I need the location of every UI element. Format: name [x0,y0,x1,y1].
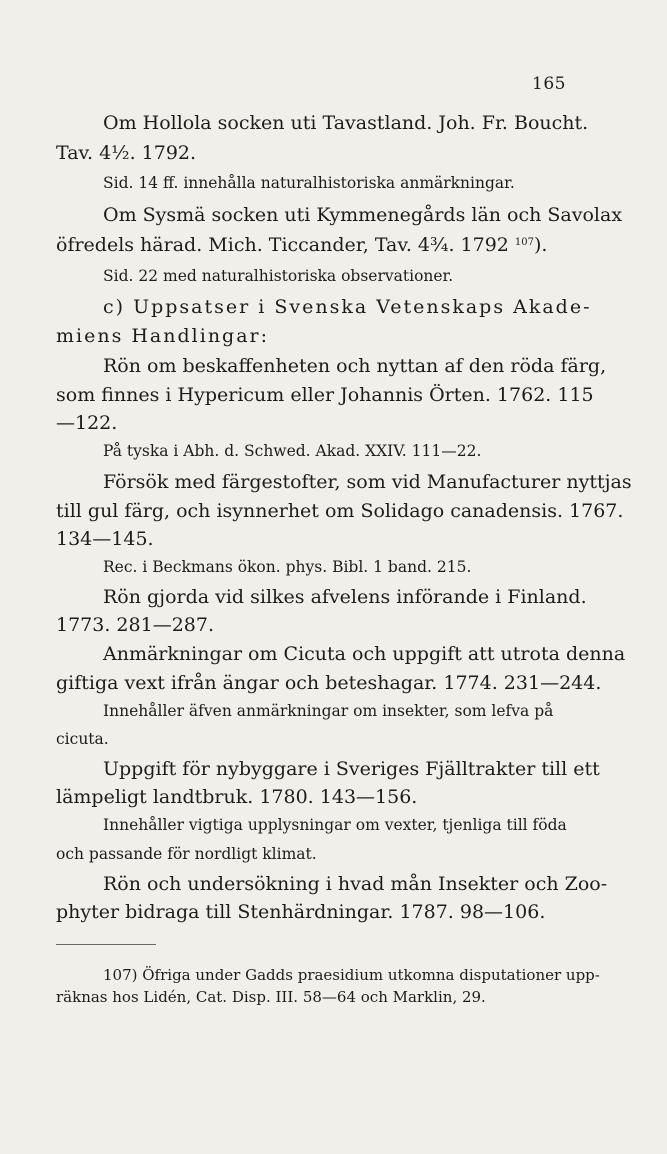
text-line: 1773. 281—287. [56,614,215,636]
text-line: Försök med färgestofter, som vid Manufacturer nyttjas [103,471,632,493]
text-line: Innehåller äfven anmärkningar om insekter, som lefva på [103,702,554,720]
text-line: till gul färg, och isynnerhet om Solidago canadensis. 1767. [56,500,624,522]
text-line: Rön gjorda vid silkes afvelens införande i Finland. [103,586,587,608]
text-line: och passande för nordligt klimat. [56,845,317,863]
text-line: Innehåller vigtiga upplysningar om vexter, tjenliga till föda [103,816,567,834]
text-line: phyter bidraga till Stenhärdningar. 1787. 98—106. [56,901,546,923]
text-line: Sid. 22 med naturalhistoriska observationer. [103,267,454,285]
text-line: lämpeligt landtbruk. 1780. 143—156. [56,786,418,808]
text-line-with-note [56,236,547,255]
text-line: Rön och undersökning i hvad mån Insekter och Zoo- [103,873,608,895]
footnote-line: 107) Öfriga under Gadds praesidium utkomna disputationer upp- [103,966,600,984]
page-number: 165 [532,74,566,94]
text-line: Uppgift för nybyggare i Sveriges Fjälltrakter till ett [103,758,600,780]
text-line: cicuta. [56,730,109,748]
text-line: 134—145. [56,528,154,550]
text-line-tail: ). [534,234,548,256]
text-line: —122. [56,412,118,434]
section-heading: c) Uppsatser i Svenska Vetenskaps Akade- [103,296,592,318]
section-heading: miens Handlingar: [56,325,270,347]
text-line: Tav. 4½. 1792. [56,142,197,164]
text-line: giftiga vext ifrån ängar och beteshagar. 1774. 231—244. [56,672,602,694]
text-line: Om Sysmä socken uti Kymmenegårds län och Savolax [103,204,623,226]
text-line: Om Hollola socken uti Tavastland. Joh. Fr. Boucht. [103,112,589,134]
text-line: På tyska i Abh. d. Schwed. Akad. XXIV. 111—22. [103,442,482,460]
text-line: Rön om beskaffenheten och nyttan af den röda färg, [103,355,607,377]
footnote-line: räknas hos Lidén, Cat. Disp. III. 58—64 och Marklin, 29. [56,988,486,1006]
text-line: Sid. 14 ff. innehålla naturalhistoriska anmärkningar. [103,174,515,192]
text-line: som finnes i Hypericum eller Johannis Örten. 1762. 115 [56,384,594,406]
footnote-divider [56,944,156,945]
text-line: Rec. i Beckmans ökon. phys. Bibl. 1 band. 215. [103,558,472,576]
footnote-ref: 107 [514,237,535,248]
text-line: Anmärkningar om Cicuta och uppgift att utrota denna [103,643,626,665]
text-line: öfredels härad. Mich. Ticcander, Tav. 4¾. 1792 [56,234,509,256]
